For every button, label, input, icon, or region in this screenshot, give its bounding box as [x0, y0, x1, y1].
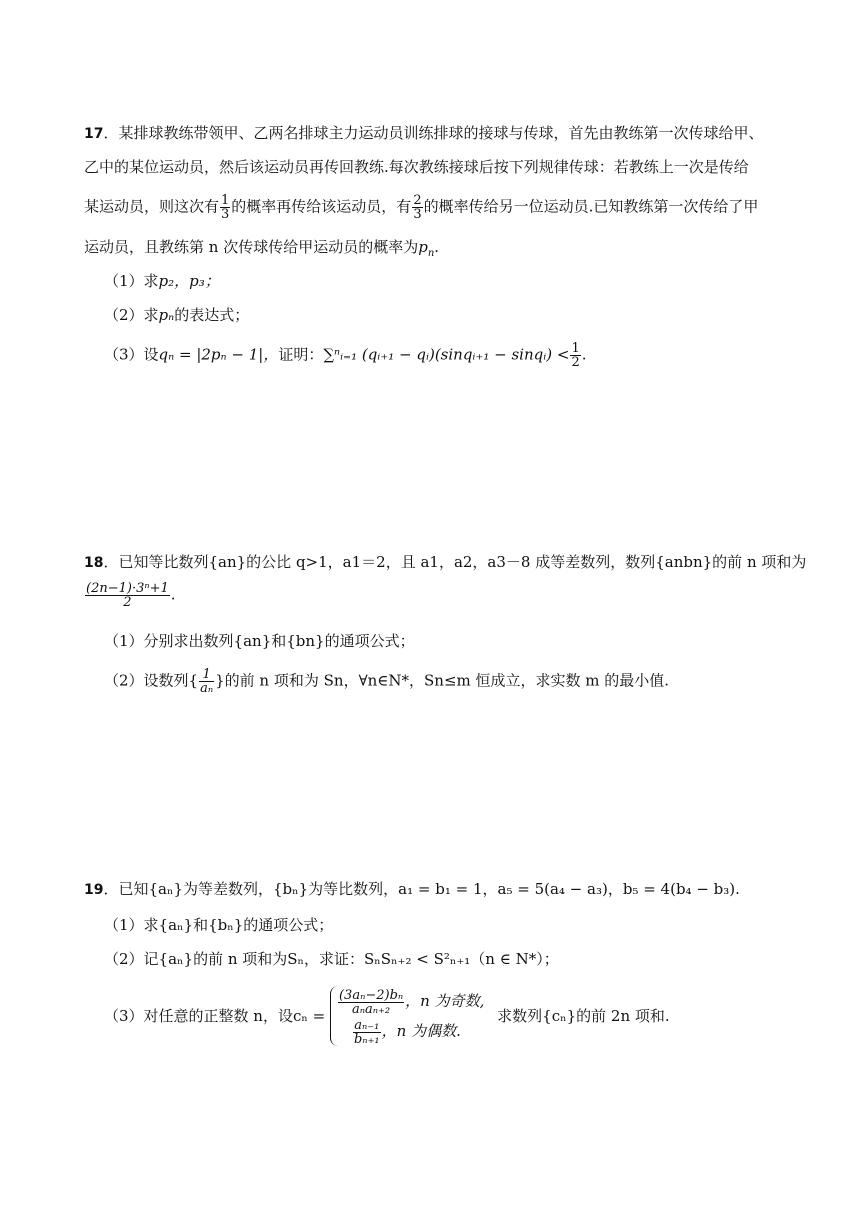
q18-part-2: （2）设数列{ $\frac{1}{\text{aₙ}}$ }的前 n 项和为 Sn，∀n∈N*，Sn≤m 恒成立，求实数 m 的最小值. — [104, 667, 670, 696]
fraction-one-third: $\frac{1}{3}$ — [221, 193, 230, 222]
q17-line-3: 某运动员，则这次有 $\frac{1}{3}$ 的概率再传给该运动员，有 $\frac{2}{3}$ 的概率传给另一位运动员.已知教练第一次传给了甲 — [84, 193, 759, 222]
fraction-sum-expression: $\frac{\text{(2n−1)·3ⁿ+1}}{2}$ — [86, 581, 169, 610]
q17-number: 17 — [84, 126, 104, 142]
q18-line-1: 18．已知等比数列{an}的公比 q>1，a1＝2，且 a1，a2，a3－8 成等差数列，数列{anbn}的前 n 项和为 — [84, 553, 807, 571]
q17-part-2: （2）求pₙ的表达式； — [104, 306, 250, 324]
q17-line-4: 运动员，且教练第 n 次传球传给甲运动员的概率为$p_n$. — [84, 238, 440, 259]
fraction-two-thirds: $\frac{2}{3}$ — [413, 193, 422, 222]
q17-part-1: （1）求p₂，p₃； — [104, 272, 220, 290]
q18-part-1: （1）分别求出数列{an}和{bn}的通项公式； — [104, 632, 415, 650]
fraction-one-over-an: $\frac{1}{\text{aₙ}}$ — [200, 667, 214, 696]
q19-part-3: （3）对任意的正整数 n，设cₙ = $\frac{\text{(3aₙ−2)bₙ}}{\text{aₙaₙ₊₂}}$ ，n 为奇数, $\frac{\text{aₙ₋₁}}{\text{bₙ₊₁}}$ ，n 为偶数. 求数列{cₙ}的前 2n 项和. — [104, 987, 670, 1047]
q19-line-1: 19．已知{aₙ}为等差数列，{bₙ}为等比数列，a₁ = b₁ = 1，a₅ = 5(a₄ − a₃)，b₅ = 4(b₄ − b₃). — [84, 880, 740, 898]
q18-line-2: $\frac{\text{(2n−1)·3ⁿ+1}}{2}$ . — [86, 581, 176, 610]
fraction-one-half: $\frac{1}{2}$ — [571, 341, 580, 370]
q19-part-2: （2）记{aₙ}的前 n 项和为Sₙ，求证：SₙSₙ₊₂ < S²ₙ₊₁（n ∈ N*）； — [104, 950, 559, 968]
piecewise-definition: $\frac{\text{(3aₙ−2)bₙ}}{\text{aₙaₙ₊₂}}$ ，n 为奇数, $\frac{\text{aₙ₋₁}}{\text{bₙ₊₁}}$ ，n 为偶数. — [330, 986, 484, 1046]
q19-number: 19 — [84, 882, 104, 898]
q18-number: 18 — [84, 555, 104, 571]
q19-part-1: （1）求{aₙ}和{bₙ}的通项公式； — [104, 916, 334, 934]
q17-part-3: （3）设qₙ = |2pₙ − 1|，证明：∑ⁿᵢ₌₁ (qᵢ₊₁ − qᵢ)(sinqᵢ₊₁ − sinqᵢ) < $\frac{1}{2}$ . — [104, 341, 587, 370]
q17-line-1: 17．某排球教练带领甲、乙两名排球主力运动员训练排球的接球与传球，首先由教练第一次传球给甲、 — [84, 124, 764, 142]
q17-line-2: 乙中的某位运动员，然后该运动员再传回教练.每次教练接球后按下列规律传球：若教练上一次是传给 — [84, 158, 749, 176]
